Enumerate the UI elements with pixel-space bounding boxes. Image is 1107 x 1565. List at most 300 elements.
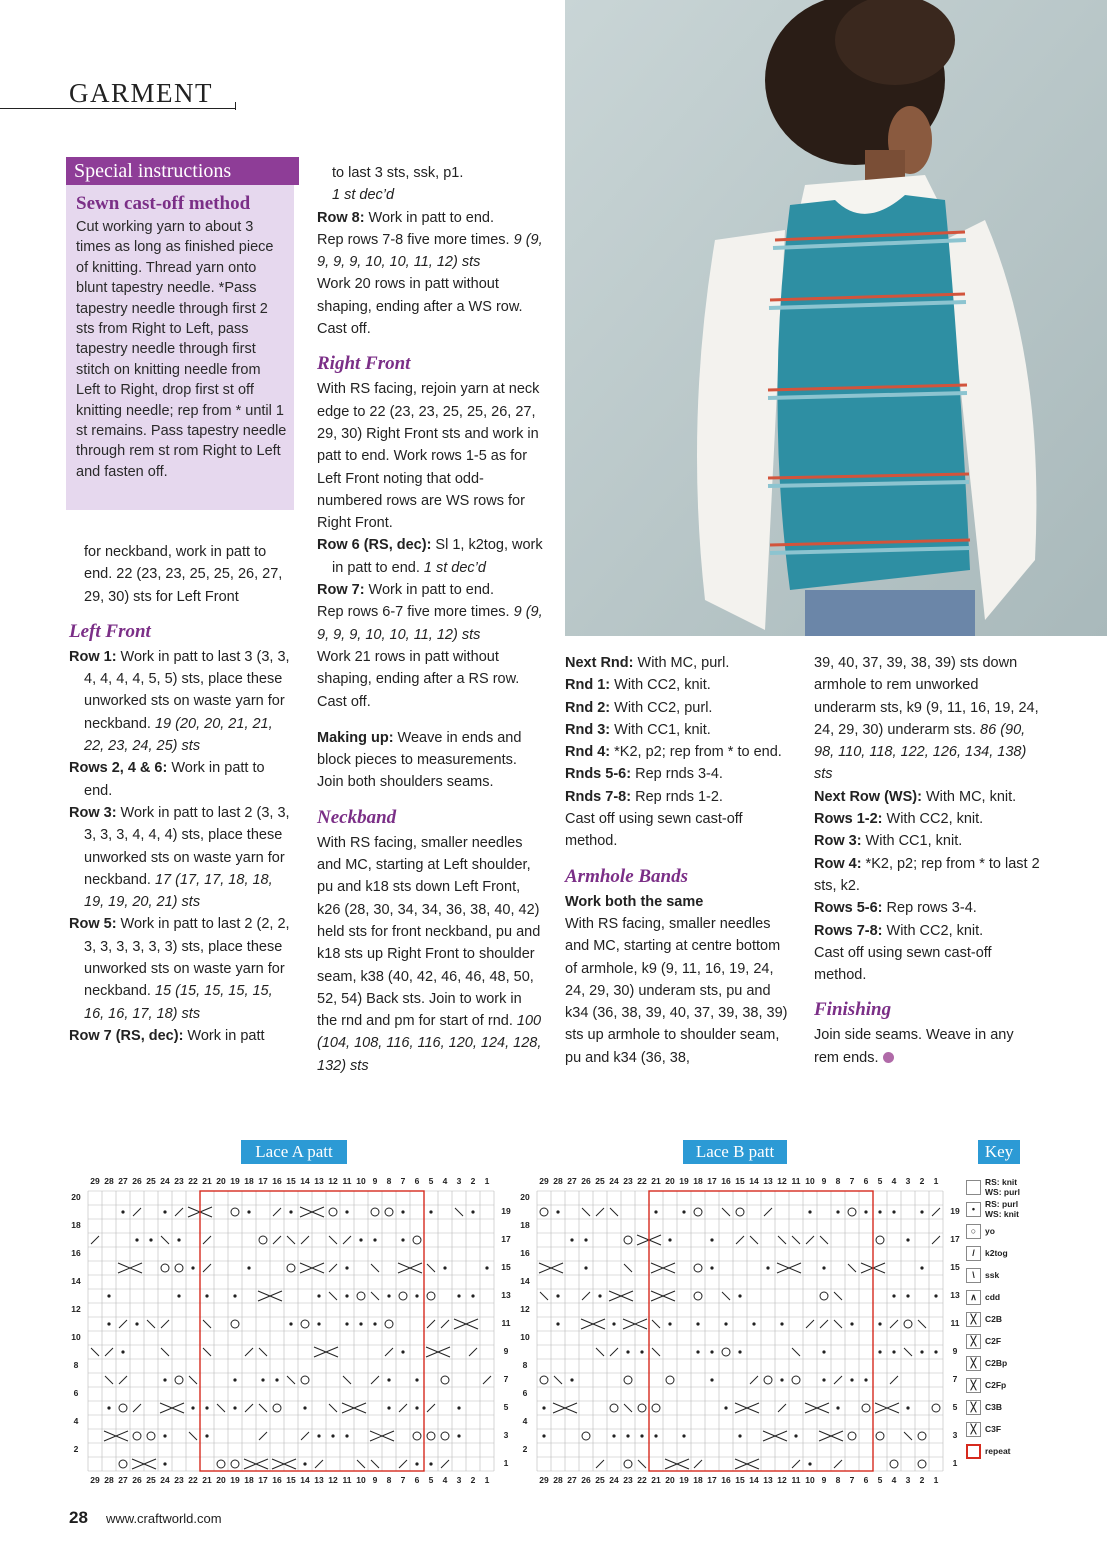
purl-dot [696, 1350, 699, 1353]
col-number-top: 7 [400, 1176, 406, 1186]
ssk-mark [820, 1236, 828, 1244]
purl-dot [612, 1322, 615, 1325]
row-number-right: 9 [503, 1346, 509, 1356]
ssk-mark [904, 1348, 912, 1356]
col-number-bottom: 22 [188, 1475, 198, 1485]
website-url: www.craftworld.com [106, 1511, 222, 1526]
yarn-ball-icon [883, 1052, 894, 1063]
col-number-bottom: 28 [104, 1475, 114, 1485]
purl-dot [457, 1406, 460, 1409]
col-number-bottom: 13 [763, 1475, 773, 1485]
left-front-heading: Left Front [69, 620, 151, 642]
purl-dot [303, 1406, 306, 1409]
key-swatch: ○ [966, 1224, 981, 1239]
purl-dot [626, 1434, 629, 1437]
k2tog-mark [764, 1208, 772, 1216]
key-item [966, 1352, 1046, 1374]
col-number-top: 18 [693, 1176, 703, 1186]
purl-dot [780, 1322, 783, 1325]
purl-dot [135, 1238, 138, 1241]
col-number-bottom: 29 [539, 1475, 549, 1485]
purl-dot [906, 1238, 909, 1241]
ssk-mark [161, 1348, 169, 1356]
col-number-top: 1 [933, 1176, 939, 1186]
col2-dec-count: 1 st dec’d [332, 187, 395, 204]
yo-circle [273, 1404, 281, 1412]
rf-row-7: Row 7: Work in patt to end. [317, 582, 495, 599]
purl-dot [415, 1462, 418, 1465]
yo-circle [301, 1376, 309, 1384]
ssk-mark [189, 1432, 197, 1440]
col-number-bottom: 23 [623, 1475, 633, 1485]
row-number-left: 20 [71, 1192, 81, 1202]
ssk-mark [343, 1376, 351, 1384]
yo-circle [161, 1264, 169, 1272]
k2tog-mark [119, 1320, 127, 1328]
col-number-bottom: 15 [735, 1475, 745, 1485]
col-number-bottom: 7 [400, 1475, 406, 1485]
lf-repeat: Rep rows 7-8 five more times. 9 (9, 9, 9, 9, 10, 10, 11, 12) sts [317, 231, 543, 271]
purl-dot [373, 1322, 376, 1325]
yo-circle [175, 1264, 183, 1272]
purl-dot [177, 1294, 180, 1297]
ssk-mark [329, 1236, 337, 1244]
key-swatch: ╳ [966, 1312, 981, 1327]
row-number-left: 14 [71, 1276, 81, 1286]
col-number-bottom: 8 [835, 1475, 841, 1485]
key-label-text: C2Fp [985, 1380, 1007, 1390]
row-number-left: 12 [520, 1304, 530, 1314]
ssk-mark [792, 1236, 800, 1244]
page-number: 28 [69, 1508, 88, 1527]
row-number-left: 6 [73, 1388, 79, 1398]
col-number-top: 17 [258, 1176, 268, 1186]
finishing-text: Join side seams. Weave in any rem ends. [814, 1027, 1014, 1066]
col-number-top: 14 [749, 1176, 759, 1186]
col-number-bottom: 24 [160, 1475, 170, 1485]
purl-dot [345, 1322, 348, 1325]
col-number-top: 26 [132, 1176, 142, 1186]
col-number-top: 29 [539, 1176, 549, 1186]
purl-dot [415, 1406, 418, 1409]
row-number-right: 17 [501, 1234, 511, 1244]
k2tog-mark [890, 1320, 898, 1328]
purl-dot [864, 1210, 867, 1213]
yo-circle [133, 1432, 141, 1440]
lf-row-8: Row 8: Work in patt to end. [317, 209, 495, 226]
purl-dot [345, 1210, 348, 1213]
key-label-text: cdd [985, 1292, 1001, 1302]
yo-circle [694, 1208, 702, 1216]
ssk-mark [203, 1320, 211, 1328]
col-number-top: 19 [679, 1176, 689, 1186]
key-label-text: RS: purl WS: knit [985, 1199, 1019, 1219]
ssk-mark [357, 1460, 365, 1468]
row-number-right: 13 [501, 1290, 511, 1300]
making-up: Making up: Weave in ends and block pieces to measurements. Join both shoulders seams. [317, 729, 522, 791]
purl-dot [387, 1294, 390, 1297]
purl-dot [457, 1434, 460, 1437]
col-number-top: 17 [707, 1176, 717, 1186]
row-number-left: 4 [73, 1416, 79, 1426]
key-item [966, 1286, 1046, 1308]
yo-circle [638, 1404, 646, 1412]
k2tog-mark [385, 1348, 393, 1356]
col-number-bottom: 1 [933, 1475, 939, 1485]
yo-circle [119, 1460, 127, 1468]
row-number-left: 14 [520, 1276, 530, 1286]
key-swatch [966, 1444, 981, 1459]
purl-dot [205, 1294, 208, 1297]
right-front-heading: Right Front [317, 353, 411, 375]
ab-next-row: Next Row (WS): With MC, knit. [814, 788, 1017, 805]
section-rule-tick [235, 102, 236, 110]
row-number-left: 4 [522, 1416, 528, 1426]
key-item [966, 1220, 1046, 1242]
k2tog-mark [399, 1404, 407, 1412]
key-item [966, 1242, 1046, 1264]
col-number-bottom: 25 [146, 1475, 156, 1485]
purl-dot [878, 1350, 881, 1353]
col-number-bottom: 5 [877, 1475, 883, 1485]
ab-rows-5-6: Rows 5-6: Rep rows 3-4. [814, 900, 977, 917]
ssk-mark [287, 1376, 295, 1384]
yo-circle [231, 1320, 239, 1328]
purl-dot [149, 1238, 152, 1241]
row-number-left: 2 [522, 1444, 528, 1454]
col-number-top: 29 [90, 1176, 100, 1186]
k2tog-mark [203, 1264, 211, 1272]
key-label-text: k2tog [985, 1248, 1008, 1258]
k2tog-mark [301, 1236, 309, 1244]
purl-dot [177, 1238, 180, 1241]
ssk-mark [371, 1264, 379, 1272]
yo-circle [540, 1376, 548, 1384]
ssk-mark [259, 1404, 267, 1412]
col-number-top: 22 [637, 1176, 647, 1186]
col-number-top: 6 [863, 1176, 869, 1186]
ssk-mark [918, 1320, 926, 1328]
yo-circle [610, 1404, 618, 1412]
k2tog-mark [175, 1208, 183, 1216]
purl-dot [850, 1322, 853, 1325]
yo-circle [301, 1320, 309, 1328]
ssk-mark [624, 1404, 632, 1412]
purl-dot [640, 1434, 643, 1437]
yo-circle [147, 1432, 155, 1440]
yo-circle [582, 1432, 590, 1440]
ab-rows-1-2: Rows 1-2: With CC2, knit. [814, 811, 984, 828]
col-number-top: 15 [286, 1176, 296, 1186]
purl-dot [626, 1350, 629, 1353]
purl-dot [261, 1378, 264, 1381]
purl-dot [668, 1322, 671, 1325]
row-number-right: 3 [503, 1430, 509, 1440]
key-swatch: ∧ [966, 1290, 981, 1305]
row-number-left: 10 [71, 1332, 81, 1342]
col-number-top: 23 [623, 1176, 633, 1186]
armhole-bands-heading: Armhole Bands [565, 865, 689, 887]
col-number-bottom: 4 [891, 1475, 897, 1485]
purl-dot [542, 1406, 545, 1409]
col-number-bottom: 23 [174, 1475, 184, 1485]
key-swatch: ╳ [966, 1400, 981, 1415]
col-number-top: 22 [188, 1176, 198, 1186]
purl-dot [317, 1434, 320, 1437]
special-instructions-box [66, 185, 294, 510]
key-swatch: \ [966, 1268, 981, 1283]
ab-row-3: Row 3: With CC1, knit. [814, 833, 963, 850]
purl-dot [163, 1378, 166, 1381]
yo-circle [932, 1404, 940, 1412]
yo-circle [371, 1208, 379, 1216]
purl-dot [387, 1378, 390, 1381]
row-number-left: 16 [71, 1248, 81, 1258]
yo-circle [848, 1432, 856, 1440]
col-number-bottom: 18 [693, 1475, 703, 1485]
col-number-bottom: 11 [342, 1475, 352, 1485]
lf-work-20: Work 20 rows in patt without shaping, ending after a WS row. Cast off. [317, 276, 523, 338]
key-item [966, 1264, 1046, 1286]
col-number-bottom: 21 [202, 1475, 212, 1485]
col-number-top: 5 [428, 1176, 434, 1186]
purl-dot [401, 1238, 404, 1241]
purl-dot [808, 1462, 811, 1465]
purl-dot [205, 1434, 208, 1437]
row-number-left: 18 [520, 1220, 530, 1230]
col-number-bottom: 26 [581, 1475, 591, 1485]
row-number-left: 6 [522, 1388, 528, 1398]
k2tog-mark [427, 1320, 435, 1328]
col-number-top: 15 [735, 1176, 745, 1186]
ssk-mark [904, 1432, 912, 1440]
col-number-top: 26 [581, 1176, 591, 1186]
col-number-bottom: 6 [414, 1475, 420, 1485]
yo-circle [624, 1376, 632, 1384]
rf-intro: With RS facing, rejoin yarn at neck edge to 22 (23, 23, 25, 25, 26, 27, 29, 30) Right Front sts and work in patt to end. Work rows 1-5 as for Left Front noting that odd-numbered rows are WS rows for Right Front. [317, 381, 540, 532]
yo-circle [694, 1292, 702, 1300]
col-number-bottom: 12 [777, 1475, 787, 1485]
nb-rnds-7-8: Rnds 7-8: Rep rnds 1-2. [565, 788, 723, 805]
k2tog-mark [119, 1376, 127, 1384]
col-number-bottom: 9 [821, 1475, 827, 1485]
ssk-mark [91, 1348, 99, 1356]
purl-dot [163, 1462, 166, 1465]
col-number-top: 12 [777, 1176, 787, 1186]
yo-circle [441, 1376, 449, 1384]
yo-circle [624, 1236, 632, 1244]
yo-circle [890, 1460, 898, 1468]
yo-circle [876, 1236, 884, 1244]
purl-dot [107, 1406, 110, 1409]
col-number-bottom: 28 [553, 1475, 563, 1485]
col-number-bottom: 4 [442, 1475, 448, 1485]
finishing-heading: Finishing [814, 999, 892, 1021]
row-number-left: 16 [520, 1248, 530, 1258]
col-number-bottom: 17 [258, 1475, 268, 1485]
row-number-right: 7 [503, 1374, 509, 1384]
purl-dot [696, 1322, 699, 1325]
col-number-top: 6 [414, 1176, 420, 1186]
col-number-bottom: 19 [230, 1475, 240, 1485]
key-label-text: ssk [985, 1270, 1000, 1280]
yo-circle [764, 1376, 772, 1384]
col-number-bottom: 12 [328, 1475, 338, 1485]
k2tog-mark [245, 1348, 253, 1356]
purl-dot [317, 1294, 320, 1297]
yo-circle [119, 1404, 127, 1412]
purl-dot [570, 1238, 573, 1241]
key-swatch: ╳ [966, 1378, 981, 1393]
yo-circle [217, 1460, 225, 1468]
purl-dot [906, 1294, 909, 1297]
row-number-left: 10 [520, 1332, 530, 1342]
purl-dot [724, 1322, 727, 1325]
yo-circle [848, 1208, 856, 1216]
col-number-bottom: 11 [791, 1475, 801, 1485]
key-swatch: / [966, 1246, 981, 1261]
neckband-heading: Neckband [317, 806, 397, 828]
purl-dot [850, 1378, 853, 1381]
row-number-right: 19 [950, 1206, 960, 1216]
col-number-bottom: 22 [637, 1475, 647, 1485]
purl-dot [317, 1322, 320, 1325]
k2tog-mark [736, 1236, 744, 1244]
yo-circle [175, 1376, 183, 1384]
col-number-top: 3 [456, 1176, 462, 1186]
col-number-bottom: 14 [300, 1475, 310, 1485]
purl-dot [584, 1266, 587, 1269]
col-number-bottom: 1 [484, 1475, 490, 1485]
yo-circle [385, 1320, 393, 1328]
yo-circle [413, 1432, 421, 1440]
key-label-text: RS: knit WS: purl [985, 1177, 1020, 1197]
neckband-text: With RS facing, smaller needles and MC, starting at Left shoulder, pu and k18 sts down Left Front, k26 (28, 30, 34, 34, 36, 38, 40, 42) held sts for front neckband, pu and k18 sts up Right Front to shoulder seam, k38 (40, 42, 46, 46, 48, 50, 52, 54) Back sts. Join to work in the rnd and pm for start of rnd. 100 (104, 108, 116, 116, 120, 124, 128, 132) sts [317, 834, 542, 1074]
section-label: GARMENT [69, 78, 213, 108]
k2tog-mark [483, 1376, 491, 1384]
ssk-mark [371, 1460, 379, 1468]
yo-circle [722, 1348, 730, 1356]
k2tog-mark [329, 1264, 337, 1272]
purl-dot [612, 1434, 615, 1437]
purl-dot [906, 1406, 909, 1409]
row-number-left: 8 [522, 1360, 528, 1370]
yo-circle [540, 1208, 548, 1216]
col-number-bottom: 20 [216, 1475, 226, 1485]
col-number-top: 9 [821, 1176, 827, 1186]
purl-dot [556, 1210, 559, 1213]
purl-dot [233, 1294, 236, 1297]
col-number-bottom: 20 [665, 1475, 675, 1485]
purl-dot [738, 1350, 741, 1353]
k2tog-mark [582, 1292, 590, 1300]
col-number-bottom: 27 [118, 1475, 128, 1485]
purl-dot [682, 1434, 685, 1437]
yo-circle [385, 1208, 393, 1216]
purl-dot [920, 1350, 923, 1353]
col-number-top: 12 [328, 1176, 338, 1186]
col-number-top: 11 [791, 1176, 801, 1186]
k2tog-mark [750, 1376, 758, 1384]
k2tog-mark [245, 1404, 253, 1412]
col-number-bottom: 18 [244, 1475, 254, 1485]
purl-dot [710, 1378, 713, 1381]
col-number-top: 8 [386, 1176, 392, 1186]
purl-dot [920, 1266, 923, 1269]
purl-dot [654, 1434, 657, 1437]
row-number-right: 11 [501, 1318, 511, 1328]
col-number-top: 27 [567, 1176, 577, 1186]
ssk-mark [834, 1320, 842, 1328]
row-number-right: 19 [501, 1206, 511, 1216]
row-number-right: 15 [950, 1262, 960, 1272]
col-number-top: 2 [919, 1176, 925, 1186]
purl-dot [542, 1434, 545, 1437]
sewn-cast-off-text: Cut working yarn to about 3 times as long as finished piece of knitting. Thread yarn onto blunt tapestry needle. *Pass tapestry needle through first 2 sts from Right to Left, pass tapestry needle through first stitch on knitting needle from Left to Right, drop first st off knitting needle; rep from * until 1 st remains. Pass tapestry needle through rem st rom Right to Left and fasten off. [76, 219, 287, 480]
k2tog-mark [932, 1236, 940, 1244]
lf-row-7: Row 7 (RS, dec): Work in patt [69, 1027, 265, 1044]
col-number-bottom: 13 [314, 1475, 324, 1485]
ssk-mark [329, 1292, 337, 1300]
col-number-top: 13 [763, 1176, 773, 1186]
k2tog-mark [273, 1208, 281, 1216]
purl-dot [107, 1322, 110, 1325]
yo-circle [357, 1292, 365, 1300]
lace-b-label: Lace B patt [683, 1140, 787, 1164]
col-number-bottom: 5 [428, 1475, 434, 1485]
k2tog-mark [133, 1208, 141, 1216]
col-number-bottom: 15 [286, 1475, 296, 1485]
purl-dot [682, 1210, 685, 1213]
yo-circle [399, 1292, 407, 1300]
purl-dot [654, 1210, 657, 1213]
purl-dot [485, 1266, 488, 1269]
purl-dot [780, 1378, 783, 1381]
nb-rnd-1: Rnd 1: With CC2, knit. [565, 677, 711, 694]
ab-continuation: 39, 40, 37, 39, 38, 39) sts down armhole to rem unworked underarm sts, k9 (9, 11, 16, 19, 24, 24, 29, 30) underarm sts. 86 (90, 98, 110, 118, 122, 126, 134, 138) sts [814, 655, 1039, 783]
k2tog-mark [820, 1320, 828, 1328]
yo-circle [820, 1292, 828, 1300]
col-number-top: 10 [356, 1176, 366, 1186]
purl-dot [598, 1294, 601, 1297]
yo-circle [904, 1320, 912, 1328]
purl-dot [289, 1322, 292, 1325]
col-number-top: 14 [300, 1176, 310, 1186]
col-number-top: 21 [202, 1176, 212, 1186]
purl-dot [443, 1266, 446, 1269]
col-number-top: 8 [835, 1176, 841, 1186]
col-number-bottom: 16 [272, 1475, 282, 1485]
purl-dot [920, 1210, 923, 1213]
row-number-left: 8 [73, 1360, 79, 1370]
purl-dot [457, 1294, 460, 1297]
purl-dot [331, 1434, 334, 1437]
purl-dot [836, 1210, 839, 1213]
purl-dot [345, 1266, 348, 1269]
key-item [966, 1308, 1046, 1330]
yo-circle [862, 1404, 870, 1412]
col-number-top: 1 [484, 1176, 490, 1186]
row-number-right: 5 [952, 1402, 958, 1412]
row-number-left: 20 [520, 1192, 530, 1202]
purl-dot [752, 1322, 755, 1325]
purl-dot [471, 1294, 474, 1297]
yo-circle [792, 1376, 800, 1384]
purl-dot [429, 1210, 432, 1213]
ssk-mark [455, 1208, 463, 1216]
col-number-top: 20 [665, 1176, 675, 1186]
lace-a-chart [66, 1172, 512, 1490]
